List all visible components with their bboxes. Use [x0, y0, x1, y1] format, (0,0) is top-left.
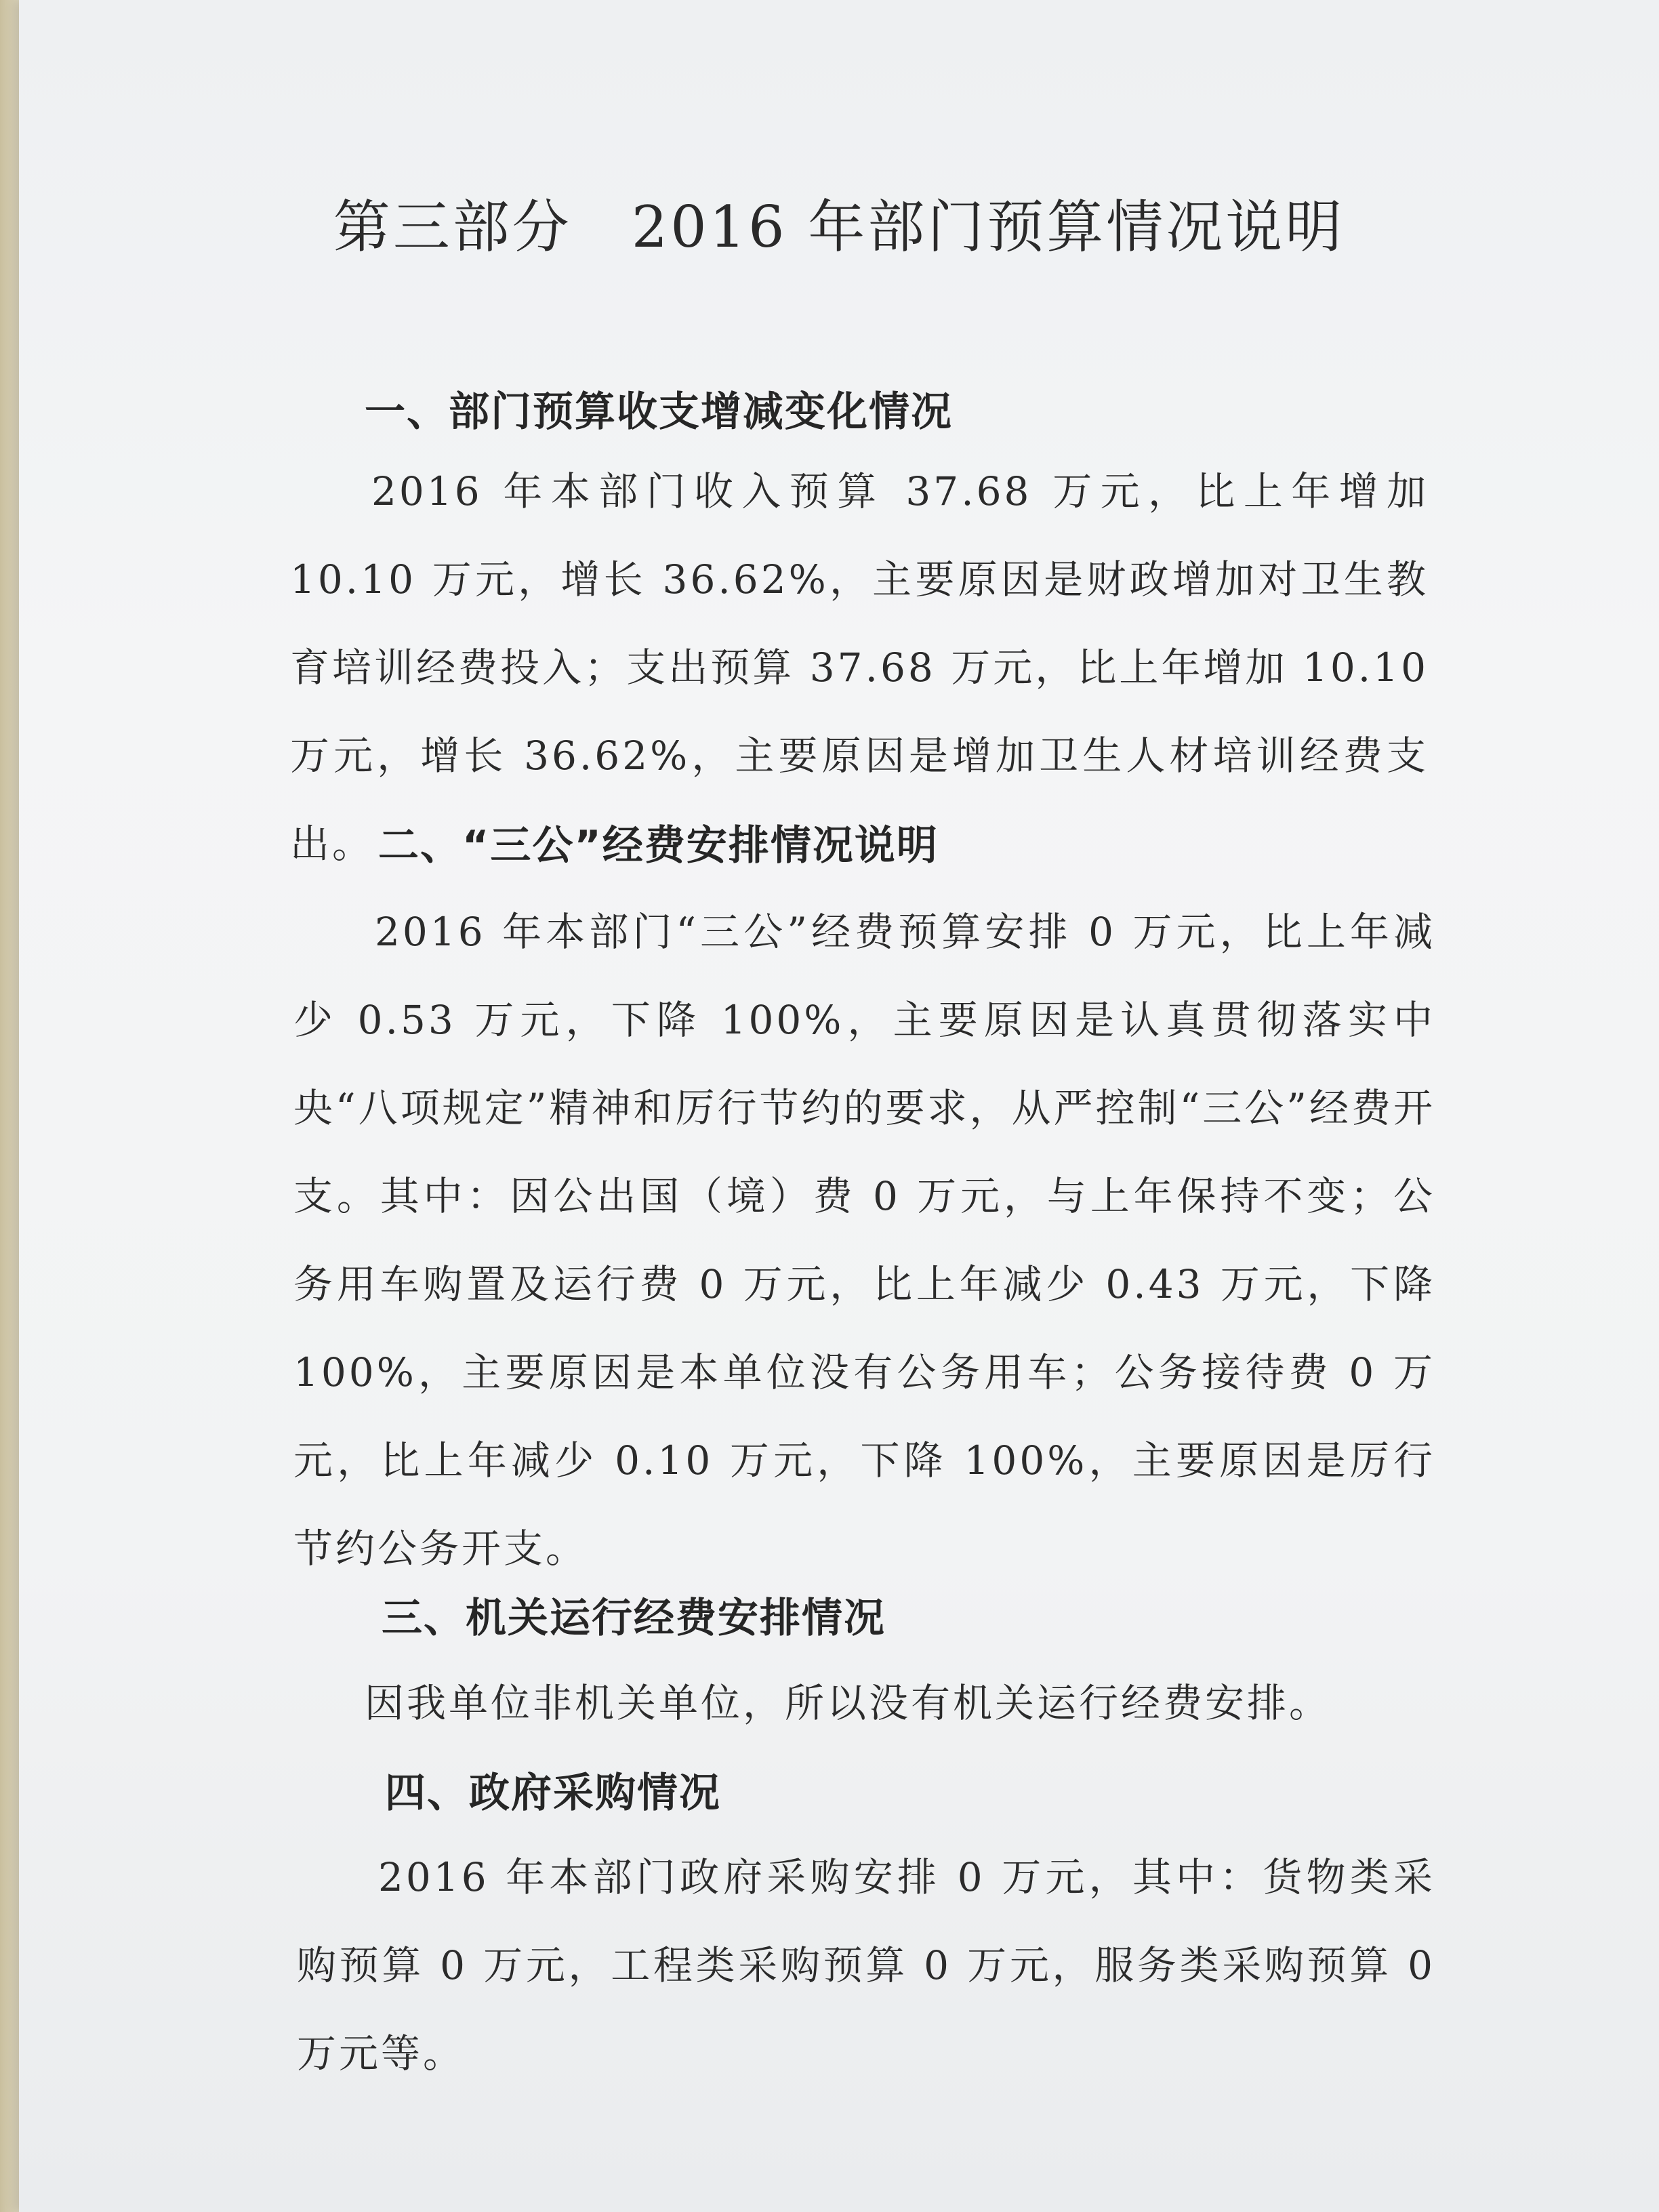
section-heading-three-public-expenses: 二、“三公”经费安排情况说明: [378, 822, 939, 869]
document-page: [19, 0, 1659, 2212]
section-paragraph-budget-changes: 2016 年本部门收入预算 37.68 万元，比上年增加 10.10 万元，增长 36.62%，主要原因是财政增加对卫生教育培训经费投入；支出预算 37.68 万元，比上年增加 10.10 万元，增长 36.62%，主要原因是增加卫生人材培训经费支出。: [290, 468, 1429, 867]
document-title: 第三部分 2016 年部门预算情况说明: [333, 194, 1345, 260]
section-heading-operating-expenses: 三、机关运行经费安排情况: [382, 1595, 886, 1642]
section-paragraph-operating-expenses: 因我单位非机关单位，所以没有机关运行经费安排。: [365, 1680, 1332, 1726]
section-heading-budget-changes: 一、部门预算收支增减变化情况: [365, 388, 953, 436]
section-paragraph-three-public-expenses: 2016 年本部门“三公”经费预算安排 0 万元，比上年减少 0.53 万元，下降 100%，主要原因是认真贯彻落实中央“八项规定”精神和厉行节约的要求，从严控制“三公”经费开支。其中：因公出国（境）费 0 万元，与上年保持不变；公务用车购置及运行费 0 万元，比上年减少 0.43 万元，下降 100%，主要原因是本单位没有公务用车；公务接待费 0 万元，比上年减少 0.10 万元，下降 100%，主要原因是厉行节约公务开支。: [293, 909, 1435, 1572]
section-paragraph-government-procurement: 2016 年本部门政府采购安排 0 万元，其中：货物类采购预算 0 万元，工程类采购预算 0 万元，服务类采购预算 0 万元等。: [297, 1854, 1435, 2076]
section-heading-government-procurement: 四、政府采购情况: [385, 1769, 721, 1817]
